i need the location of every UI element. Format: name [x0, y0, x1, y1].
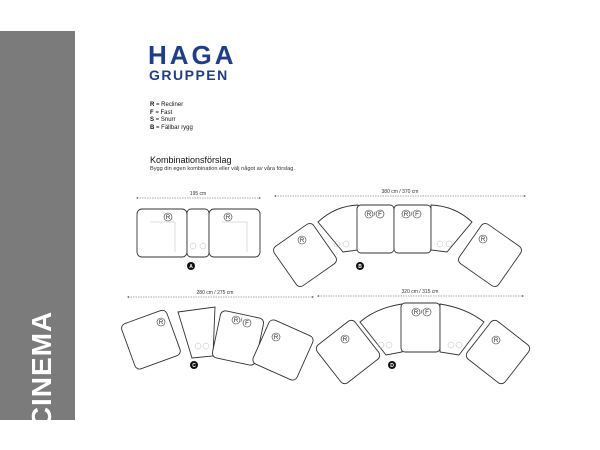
recliner-fixed-marker — [365, 210, 384, 218]
seat-b2 — [357, 205, 394, 253]
recliner-marker — [298, 236, 306, 244]
seat-c1 — [120, 309, 182, 371]
svg-text:/: / — [420, 310, 423, 317]
dimension-label-d: 320 cm / 315 cm — [401, 289, 439, 295]
legend-item-recliner: R = Recliner — [150, 102, 184, 108]
seat-b3 — [394, 205, 431, 253]
combination-b — [272, 189, 525, 288]
svg-text:F: F — [425, 310, 429, 317]
svg-text:D: D — [390, 362, 394, 369]
svg-text:C: C — [192, 362, 196, 369]
svg-text:/: / — [410, 212, 413, 219]
legend-item-swivel: S = Snurr — [150, 117, 176, 124]
combination-label-a — [187, 262, 195, 270]
seat-a-middle — [187, 209, 209, 257]
svg-text:R: R — [165, 215, 171, 222]
recliner-marker — [224, 213, 232, 221]
legend-item-fixed: F = Fast — [150, 109, 173, 116]
svg-text:R: R — [366, 212, 372, 219]
svg-text:R: R — [299, 238, 305, 245]
combination-label-c — [190, 361, 198, 369]
legend-item-folding-back: B = Fällbar rygg — [150, 124, 193, 131]
recliner-marker — [479, 235, 487, 243]
recliner-fixed-marker — [412, 308, 431, 316]
section-subtitle: Bygg din egen kombination eller välj något av våra förslag. — [150, 166, 295, 172]
seat-b4 — [457, 222, 524, 289]
recliner-marker — [492, 336, 500, 344]
recliner-fixed-marker — [402, 210, 421, 218]
svg-text:F: F — [415, 212, 419, 219]
combination-d — [314, 289, 531, 386]
dimension-label-a: 195 cm — [189, 191, 207, 197]
wedge-c — [178, 307, 215, 358]
svg-text:B: B — [358, 263, 362, 270]
brand-logo-line1: HAGA — [148, 40, 237, 70]
svg-text:R: R — [273, 335, 279, 342]
svg-text:R: R — [225, 215, 231, 222]
recliner-marker — [164, 213, 172, 221]
svg-text:R: R — [233, 318, 239, 325]
brand-logo-line2: GRUPPEN — [149, 67, 229, 83]
svg-text:R: R — [480, 237, 486, 244]
svg-text:R: R — [342, 337, 348, 344]
svg-text:/: / — [373, 212, 376, 219]
svg-text:R: R — [493, 338, 499, 345]
svg-text:R: R — [413, 310, 419, 317]
combination-label-b — [356, 262, 364, 270]
svg-text:R: R — [158, 320, 164, 327]
recliner-marker — [157, 318, 165, 326]
combination-c — [120, 290, 315, 382]
seat-a1 — [137, 209, 187, 257]
sidebar-title: CINEMA — [26, 310, 57, 428]
svg-text:F: F — [245, 321, 249, 328]
combination-a — [137, 191, 260, 270]
section-title: Kombinationsförslag — [150, 155, 232, 165]
svg-text:A: A — [189, 263, 193, 270]
dimension-label-b: 380 cm / 370 cm — [381, 189, 419, 195]
combination-label-d — [388, 361, 396, 369]
svg-text:R: R — [403, 212, 409, 219]
recliner-marker — [341, 335, 349, 343]
svg-text:/: / — [240, 318, 243, 325]
seat-a2 — [209, 209, 260, 257]
recliner-marker — [272, 333, 280, 341]
svg-text:F: F — [378, 212, 382, 219]
dimension-label-c: 280 cm / 275 cm — [196, 290, 234, 296]
